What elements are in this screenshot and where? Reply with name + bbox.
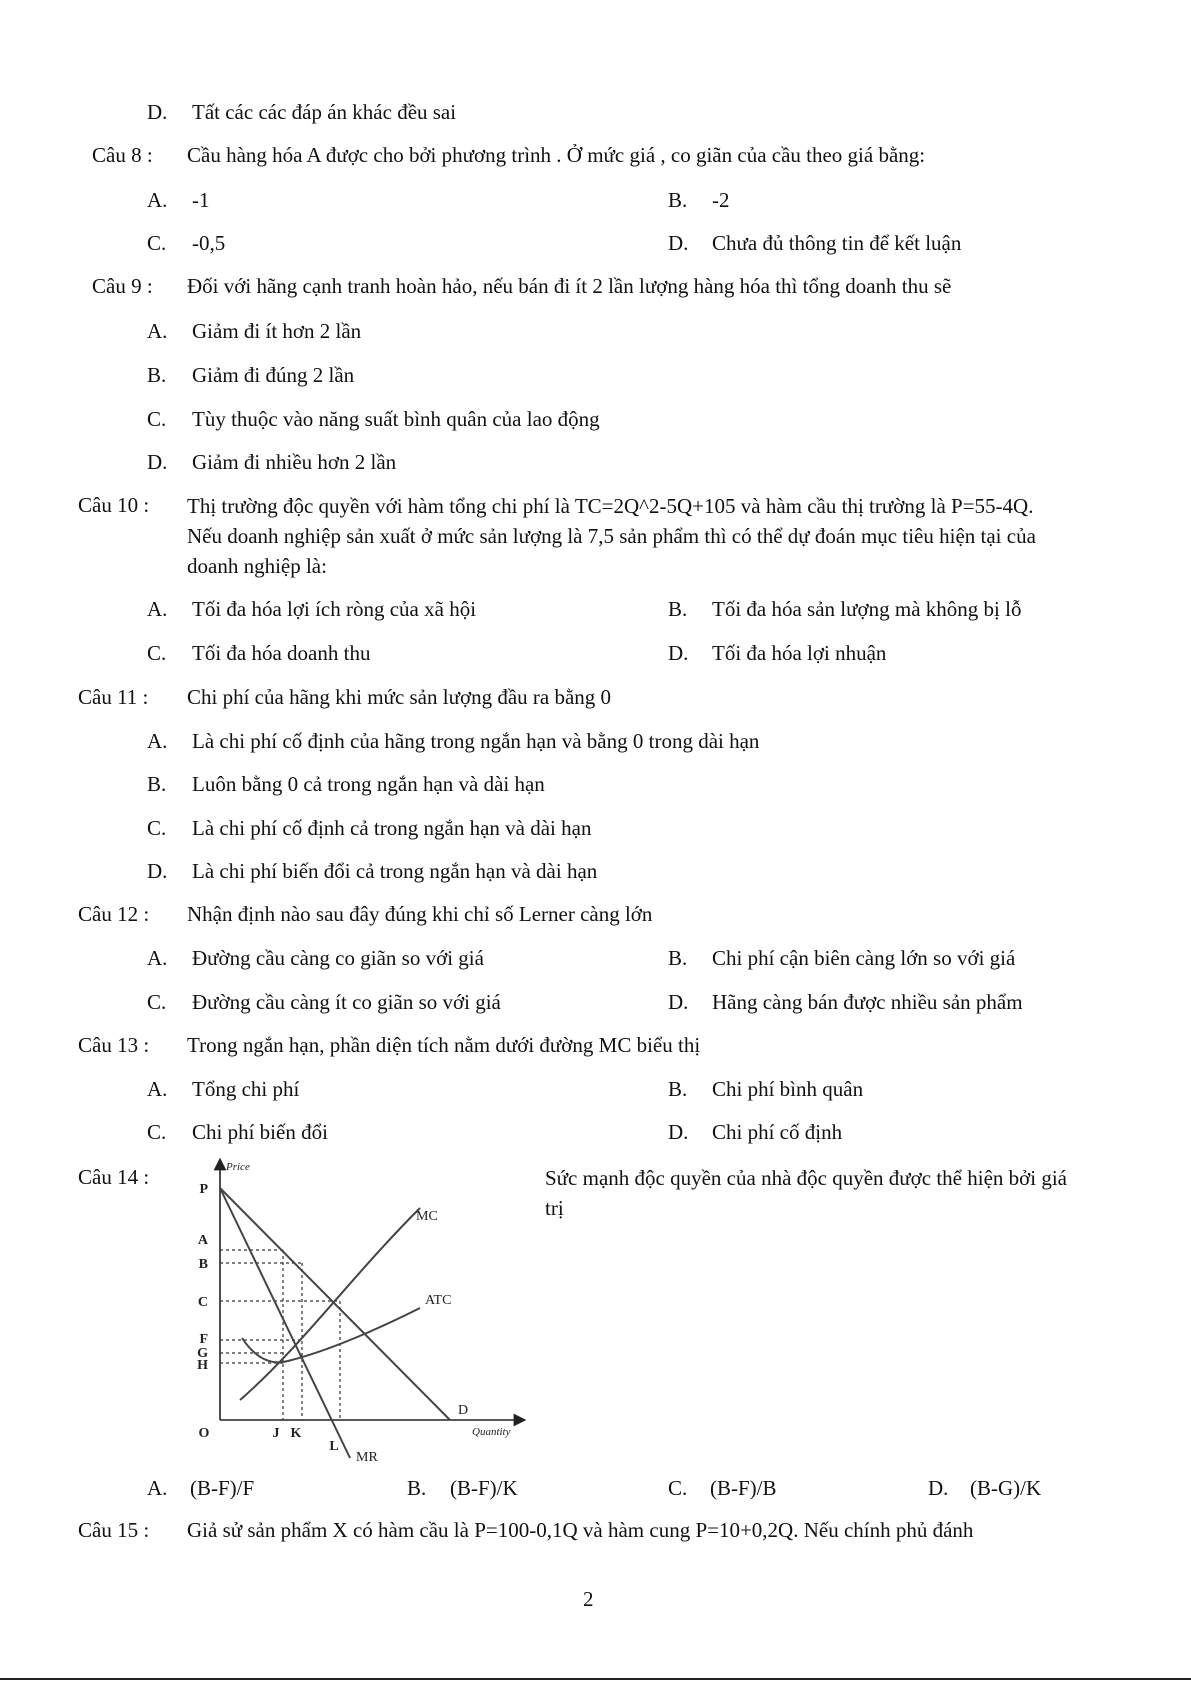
price-a-label: A xyxy=(197,1233,208,1248)
option-text: Tối đa hóa lợi nhuận xyxy=(712,641,887,665)
demand-label: D xyxy=(458,1403,469,1418)
option-label: C. xyxy=(147,990,167,1014)
option-text: -0,5 xyxy=(192,231,226,255)
option-text: (B-F)/B xyxy=(710,1476,777,1500)
option-text: (B-F)/F xyxy=(190,1476,255,1500)
mr-label: MR xyxy=(356,1450,378,1465)
footer-rule xyxy=(0,1678,1191,1680)
question-text: Giả sử sản phẩm X có hàm cầu là P=100-0,1Q và hàm cung P=10+0,2Q. Nếu chính phủ đánh xyxy=(187,1518,974,1542)
option-text: -2 xyxy=(712,188,730,212)
average-total-cost-curve-atc xyxy=(242,1308,420,1362)
option-text: Tối đa hóa lợi ích ròng của xã hội xyxy=(192,597,477,621)
option-text: Đường cầu càng co giãn so với giá xyxy=(192,946,484,970)
price-c-label: C xyxy=(197,1295,208,1310)
price-g-label: G xyxy=(197,1346,208,1361)
option-label: A. xyxy=(147,597,168,621)
option-text: Tất các các đáp án khác đều sai xyxy=(192,100,457,124)
question-label: Câu 14 : xyxy=(78,1165,150,1189)
option-label: B. xyxy=(668,597,688,621)
option-text: Tổng chi phí xyxy=(192,1077,300,1101)
option-label: C. xyxy=(147,231,167,255)
option-text: -1 xyxy=(192,188,210,212)
option-text: Giảm đi ít hơn 2 lần xyxy=(192,319,362,343)
option-label: D. xyxy=(668,231,689,255)
option-text: Chưa đủ thông tin để kết luận xyxy=(712,231,962,255)
question-text: Sức mạnh độc quyền của nhà độc quyền được thể hiện bởi giá trị xyxy=(545,1166,1067,1220)
option-label: A. xyxy=(147,188,168,212)
quantity-j-label: J xyxy=(272,1426,280,1441)
option-text: Tùy thuộc vào năng suất bình quân của lao động xyxy=(192,407,600,431)
question-text: Thị trường độc quyền với hàm tổng chi phí là TC=2Q^2-5Q+105 và hàm cầu thị trường là P=55-4Q. Nếu doanh nghiệp sản xuất ở mức sản lượng là 7,5 sản phẩm thì có thể dự đoán mục tiêu hiện tại của doanh nghiệp là: xyxy=(187,494,1036,578)
option-text: Chi phí cố định xyxy=(712,1120,843,1144)
option-text: Hãng càng bán được nhiều sản phẩm xyxy=(712,990,1023,1014)
option-text: Chi phí biến đổi xyxy=(192,1120,328,1144)
price-p-label: P xyxy=(199,1182,208,1197)
quantity-axis-label: Quantity xyxy=(472,1426,511,1438)
option-label: B. xyxy=(147,363,167,387)
question-label: Câu 11 : xyxy=(78,685,149,709)
option-label: C. xyxy=(147,407,167,431)
quantity-l-label: L xyxy=(329,1439,339,1454)
option-text: Tối đa hóa doanh thu xyxy=(192,641,371,665)
option-text: Chi phí bình quân xyxy=(712,1077,864,1101)
option-label: B. xyxy=(668,188,688,212)
option-label: D. xyxy=(928,1476,949,1500)
option-label: C. xyxy=(147,641,167,665)
price-f-label: F xyxy=(199,1332,208,1347)
question-text: Chi phí của hãng khi mức sản lượng đầu ra bằng 0 xyxy=(187,685,612,709)
option-label: A. xyxy=(147,1077,168,1101)
option-text: Chi phí cận biên càng lớn so với giá xyxy=(712,946,1016,970)
monopoly-cost-graph xyxy=(180,1158,530,1468)
option-label: D. xyxy=(668,1120,689,1144)
mc-label: MC xyxy=(416,1209,438,1224)
question-label: Câu 9 : xyxy=(92,274,153,298)
option-label: D. xyxy=(147,859,168,883)
option-label: C. xyxy=(147,816,167,840)
atc-label: ATC xyxy=(425,1293,452,1308)
option-text: Là chi phí cố định của hãng trong ngắn hạn và bằng 0 trong dài hạn xyxy=(192,729,760,753)
option-text: (B-G)/K xyxy=(970,1476,1042,1500)
option-label: A. xyxy=(147,729,168,753)
option-label: C. xyxy=(147,1120,167,1144)
option-label: B. xyxy=(668,946,688,970)
option-label: D. xyxy=(668,990,689,1014)
origin-o-label: O xyxy=(198,1426,210,1441)
option-label: D. xyxy=(147,450,168,474)
option-label: B. xyxy=(668,1077,688,1101)
option-label: D. xyxy=(147,100,168,124)
option-label: A. xyxy=(147,1476,168,1500)
option-text: Luôn bằng 0 cả trong ngắn hạn và dài hạn xyxy=(192,772,545,796)
option-label: A. xyxy=(147,946,168,970)
option-label: D. xyxy=(668,641,689,665)
question-label: Câu 13 : xyxy=(78,1033,150,1057)
question-label: Câu 15 : xyxy=(78,1518,150,1542)
option-text: Là chi phí cố định cả trong ngắn hạn và dài hạn xyxy=(192,816,592,840)
option-text: Giảm đi nhiều hơn 2 lần xyxy=(192,450,397,474)
price-h-label: H xyxy=(197,1358,208,1373)
question-label: Câu 12 : xyxy=(78,902,150,926)
option-text: Giảm đi đúng 2 lần xyxy=(192,363,355,387)
option-text: Là chi phí biến đổi cả trong ngắn hạn và dài hạn xyxy=(192,859,598,883)
question-label: Câu 8 : xyxy=(92,143,153,167)
dashed-guides xyxy=(220,1250,340,1420)
option-text: Đường cầu càng ít co giãn so với giá xyxy=(192,990,501,1014)
option-label: B. xyxy=(407,1476,427,1500)
page-number: 2 xyxy=(583,1587,594,1611)
option-text: Tối đa hóa sản lượng mà không bị lỗ xyxy=(712,597,1022,621)
question-label: Câu 10 : xyxy=(78,493,150,517)
question-text: Cầu hàng hóa A được cho bởi phương trình . Ở mức giá , co giãn của cầu theo giá bằng: xyxy=(187,143,926,167)
option-label: B. xyxy=(147,772,167,796)
question-text: Đối với hãng cạnh tranh hoàn hảo, nếu bán đi ít 2 lần lượng hàng hóa thì tổng doanh thu sẽ xyxy=(187,274,952,298)
option-text: (B-F)/K xyxy=(450,1476,518,1500)
option-label: C. xyxy=(668,1476,688,1500)
marginal-revenue-curve-mr xyxy=(220,1188,350,1458)
question-text: Nhận định nào sau đây đúng khi chỉ số Lerner càng lớn xyxy=(187,902,653,926)
quantity-k-label: K xyxy=(290,1426,302,1441)
question-text: Trong ngắn hạn, phần diện tích nằm dưới đường MC biểu thị xyxy=(187,1033,701,1057)
price-b-label: B xyxy=(198,1257,208,1272)
option-label: A. xyxy=(147,319,168,343)
price-axis-label: Price xyxy=(226,1161,250,1173)
